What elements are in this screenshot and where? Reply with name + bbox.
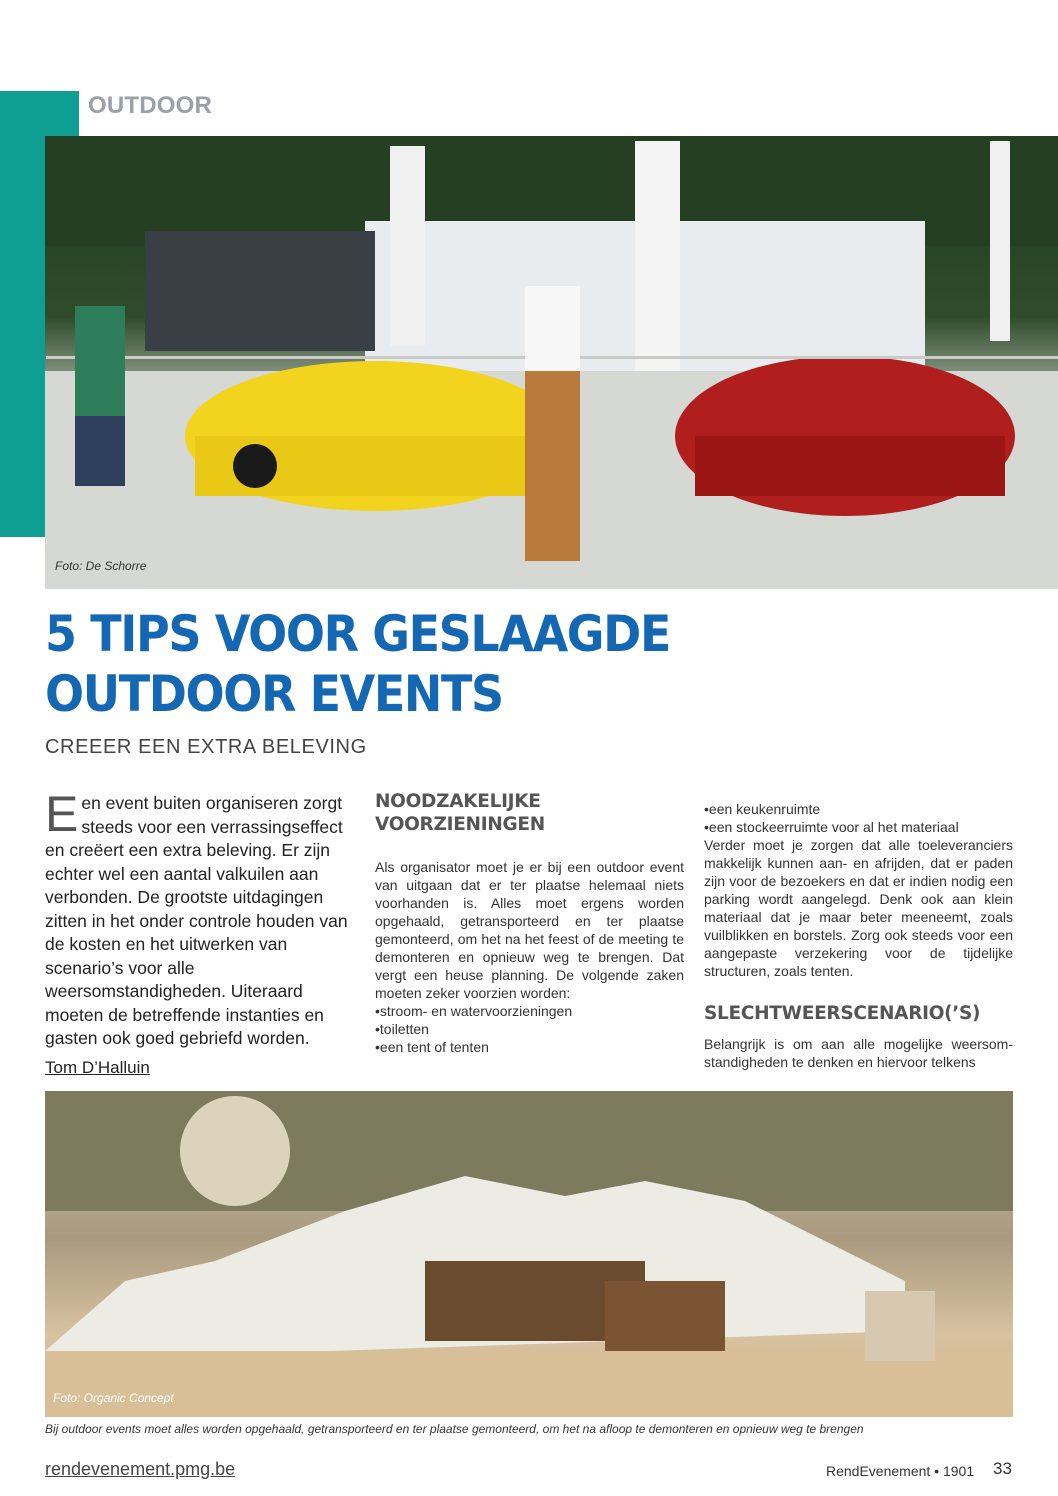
- list-item: • een stockeerruimte voor al het materiaal: [704, 818, 1013, 836]
- car-photo-illustration: [45, 136, 1058, 589]
- column-weather: [704, 800, 1013, 1071]
- section-label: OUTDOOR: [88, 92, 213, 119]
- article-intro: [45, 786, 355, 1051]
- provisions-list: [375, 1002, 684, 1056]
- column-provisions: [375, 790, 684, 1056]
- tent-photo-illustration: [45, 1091, 1013, 1417]
- list-item: • toiletten: [375, 1020, 684, 1038]
- section-heading-provisions: NOODZAKELIJKE VOORZIENINGEN: [375, 791, 545, 835]
- page-number: 33: [993, 1459, 1012, 1478]
- intro-text: en event buiten organiseren zorgt steeds voor een verrassingseffect en creëert een extra beleving. Er zijn echter wel een aantal valkuilen aan verbonden. De grootste uitdagingen zitten in het onder controle houden van de kosten en het uitwerken van scenario’s voor alle weersomstandigheden. Uiteraard moeten de betreffende instanties en gasten ook goed gebriefd worden.: [45, 793, 348, 1048]
- list-item: • stroom- en watervoorzieningen: [375, 1002, 684, 1020]
- article-subheadline: CREEER EEN EXTRA BELEVING: [45, 736, 367, 758]
- event-car-photo: [45, 136, 1058, 589]
- paragraph-provisions: Als organisator moet je er bij een outdoor event van uitgaan dat er ter plaatse helemaal niets voorhanden is. Alles moet ergens worden opgehaald, getransporteerd en ter plaatse gemonteerd, om het na het feest of de meeting te demonteren en opnieuw weg te brengen. Dat vergt een heuse planning. De volgende zaken moeten zeker voorzien worden:: [375, 859, 684, 1001]
- photo-credit: Foto: Organic Concept: [53, 1391, 174, 1405]
- author-byline[interactable]: Tom D’Halluin: [45, 1058, 150, 1077]
- drop-cap: E: [45, 786, 79, 842]
- list-item: • een tent of tenten: [375, 1038, 684, 1056]
- article-headline: 5 TIPS VOOR GESLAAGDE OUTDOOR EVENTS: [45, 605, 671, 723]
- provisions-list-continued: [704, 800, 1013, 836]
- footer-magazine-issue: RendEvenement • 1901: [826, 1463, 975, 1479]
- footer-website-link[interactable]: rendevenement.pmg.be: [45, 1459, 236, 1479]
- list-item: • een keukenruimte: [704, 800, 1013, 818]
- photo-credit: Foto: De Schorre: [55, 559, 147, 573]
- tent-event-photo: [45, 1091, 1013, 1417]
- paragraph-suppliers: Verder moet je zorgen dat alle toeleveranciers makkelijk kunnen aan- en afrijden, dat er paden zijn voor de bezoekers en dat er indien nodig een parking wordt aangelegd. Denk ook aan klein materiaal dat je maar beter meeneemt, zoals vuilblikken en borstels. Zorg ook steeds voor een aangepaste verzekering voor de tijdelijke structuren, zoals tenten.: [704, 837, 1013, 979]
- paragraph-weather: Belangrijk is om aan alle mogelijke weersom-standigheden te denken en hiervoor telkens: [704, 1036, 1013, 1070]
- section-heading-bad-weather: SLECHTWEERSCENARIO(’S): [704, 1003, 981, 1024]
- photo-caption: Bij outdoor events moet alles worden opgehaald, getransporteerd en ter plaatse gemonteerd, om het na afloop te demonteren en opnieuw weg te brengen: [45, 1422, 864, 1436]
